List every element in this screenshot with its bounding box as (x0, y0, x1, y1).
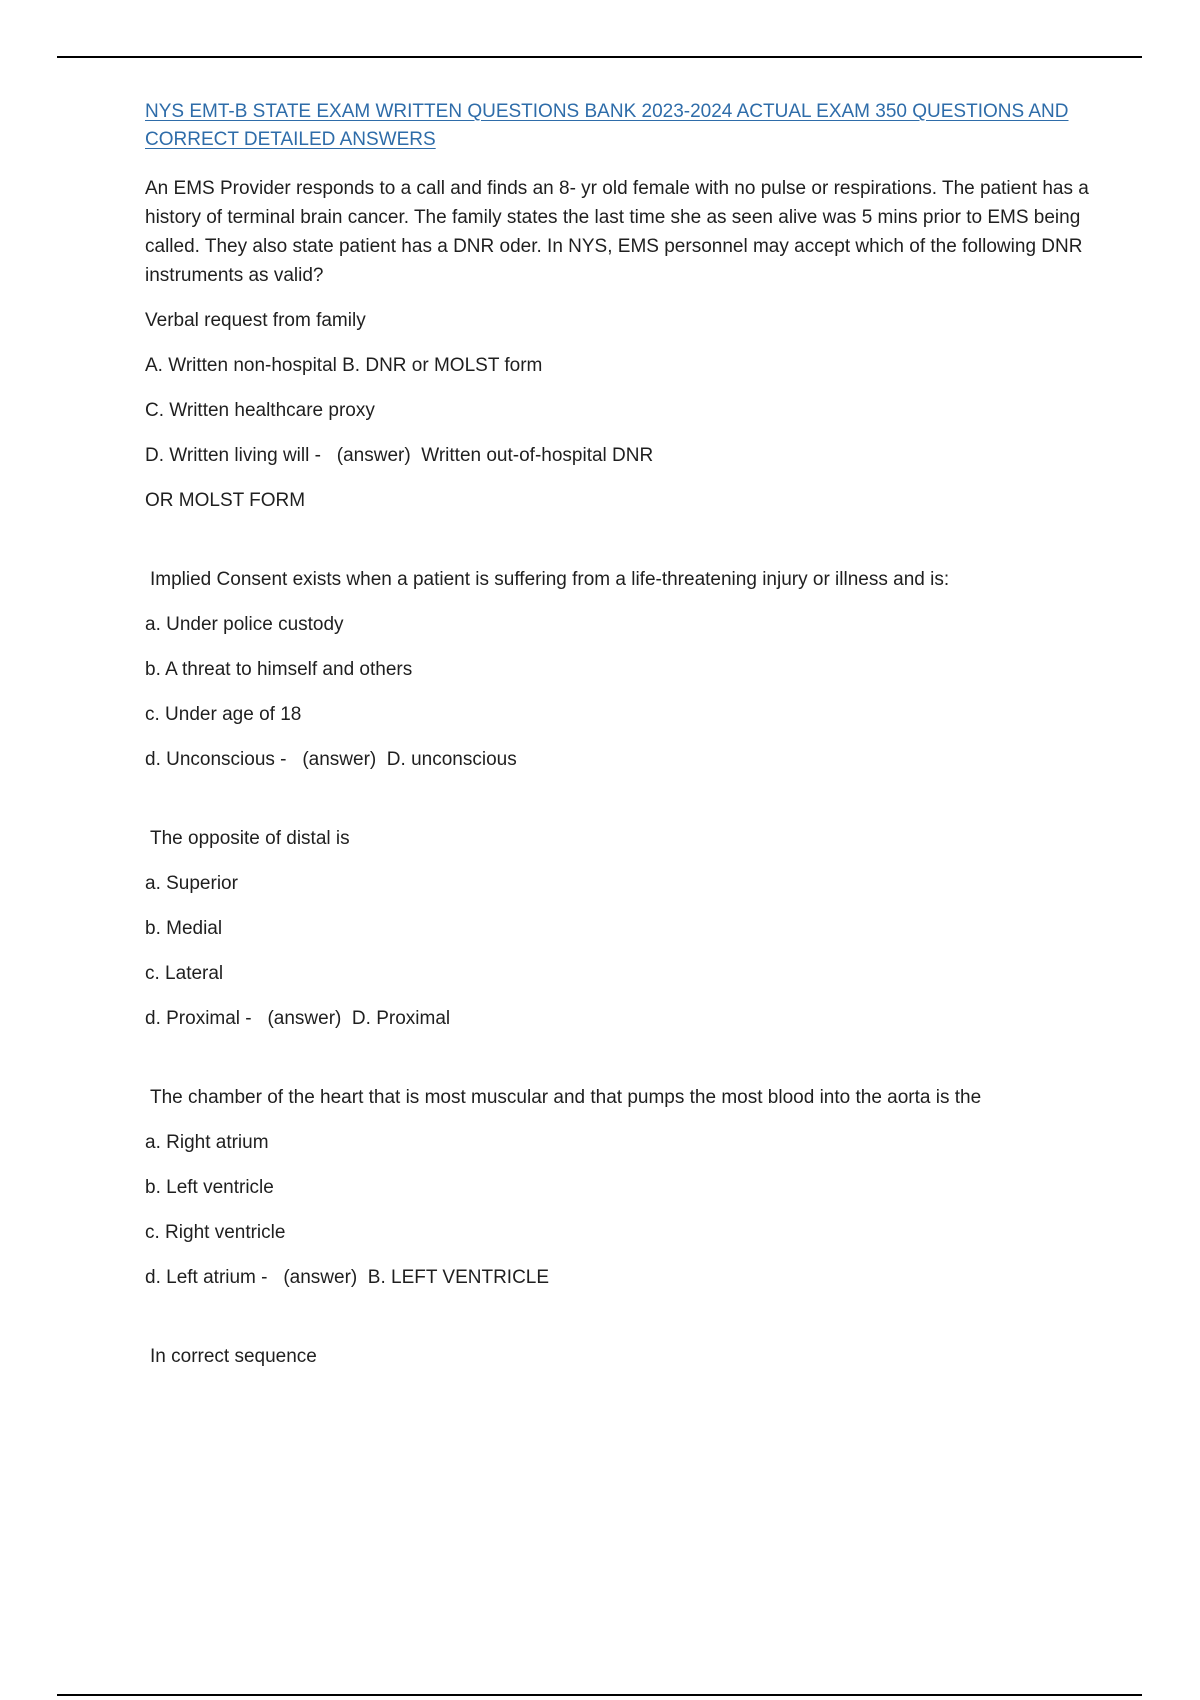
answer-option-with-answer: D. Written living will - (answer) Written out-of-hospital DNR (145, 445, 654, 466)
question-3 (145, 824, 1105, 1033)
question-2 (145, 565, 1105, 774)
answer-option: a. Under police custody (145, 614, 344, 635)
answer-option: a. Superior (145, 873, 238, 894)
answer-option: C. Written healthcare proxy (145, 400, 375, 421)
document-title-link[interactable]: NYS EMT-B STATE EXAM WRITTEN QUESTIONS BANK 2023-2024 ACTUAL EXAM 350 QUESTIONS AND CORRECT DETAILED ANSWERS (145, 101, 1069, 150)
question-stem: In correct sequence (150, 1346, 317, 1367)
bottom-rule (57, 1694, 1142, 1696)
document-body (145, 98, 1105, 1387)
question-stem: Implied Consent exists when a patient is suffering from a life-threatening injury or illness and is: (150, 569, 950, 590)
answer-option: A. Written non-hospital B. DNR or MOLST form (145, 355, 543, 376)
answer-option-with-answer: d. Unconscious - (answer) D. unconscious (145, 749, 517, 770)
question-4 (145, 1083, 1105, 1292)
question-stem: The chamber of the heart that is most muscular and that pumps the most blood into the aorta is the (150, 1087, 982, 1108)
answer-option: c. Right ventricle (145, 1222, 286, 1243)
question-5 (145, 1342, 1105, 1371)
answer-option-with-answer: d. Proximal - (answer) D. Proximal (145, 1008, 451, 1029)
question-1 (145, 174, 1105, 515)
answer-continuation: OR MOLST FORM (145, 490, 306, 511)
question-stem: An EMS Provider responds to a call and finds an 8- yr old female with no pulse or respirations. The patient has a history of terminal brain cancer. The family states the last time she as seen alive was 5 mins prior to EMS being called. They also state patient has a DNR oder. In NYS, EMS personnel may accept which of the following DNR instruments as valid? (145, 178, 1089, 286)
question-stem: The opposite of distal is (150, 828, 350, 849)
answer-option: Verbal request from family (145, 310, 366, 331)
answer-option: b. A threat to himself and others (145, 659, 413, 680)
answer-option-with-answer: d. Left atrium - (answer) B. LEFT VENTRICLE (145, 1267, 550, 1288)
top-rule (57, 56, 1142, 58)
answer-option: b. Medial (145, 918, 223, 939)
answer-option: c. Under age of 18 (145, 704, 302, 725)
answer-option: b. Left ventricle (145, 1177, 274, 1198)
answer-option: c. Lateral (145, 963, 224, 984)
answer-option: a. Right atrium (145, 1132, 269, 1153)
